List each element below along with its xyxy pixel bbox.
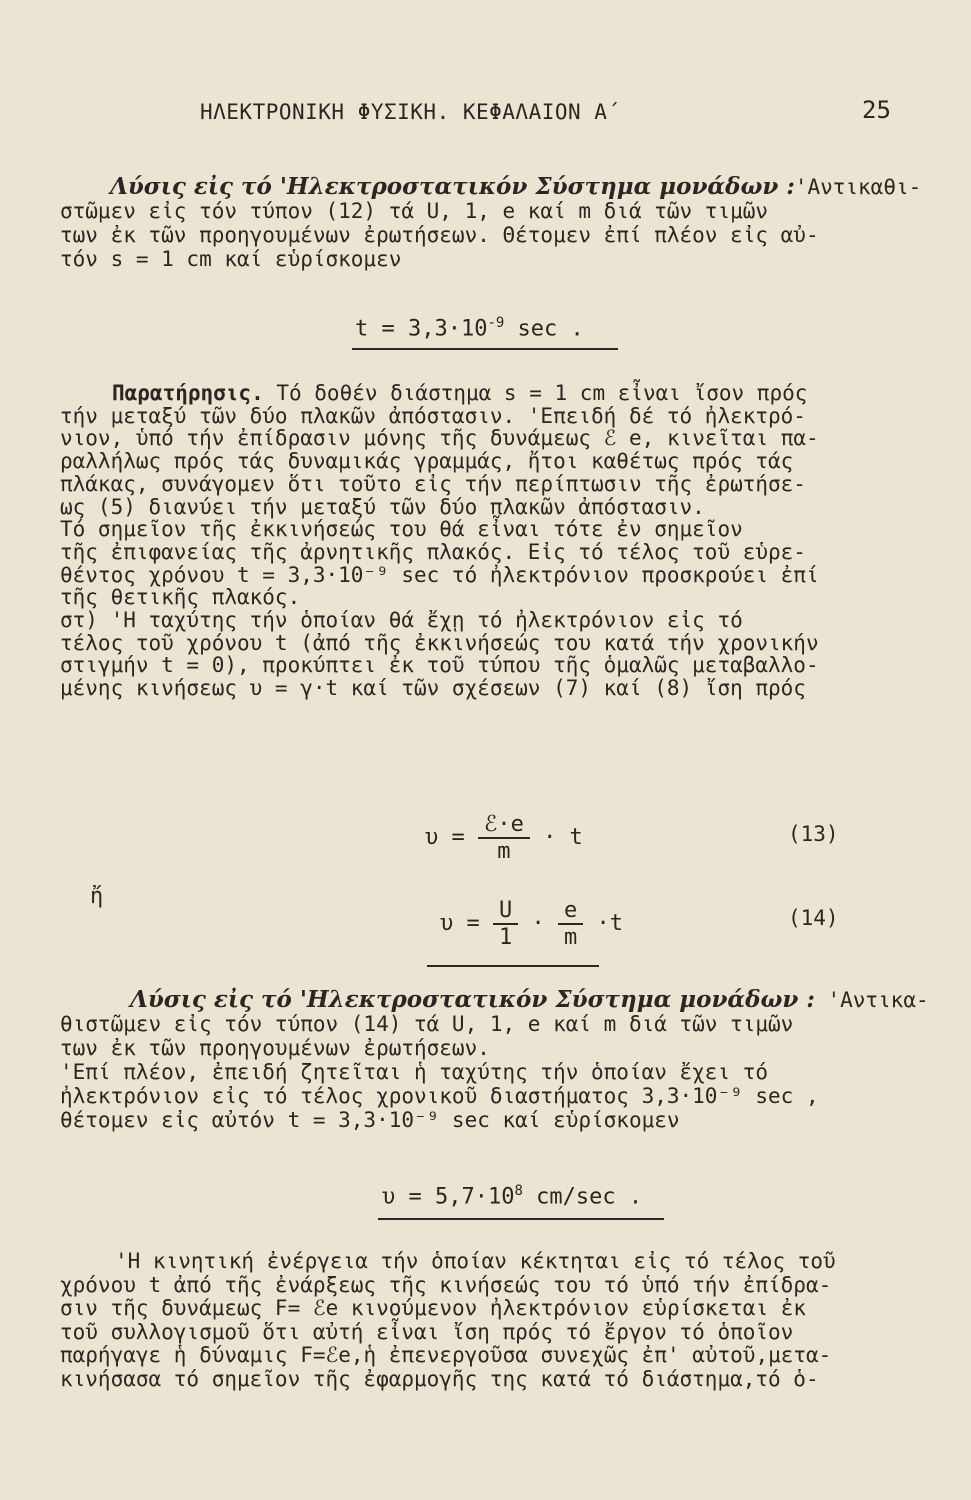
result-equation-1: $t = 3,3\cdot 10^{-9}$ sec . [355,315,584,342]
remark-paragraph [60,382,930,700]
line: στ) 'Η ταχύτης τήν ὁποίαν θά ἔχῃ τό ἠλεκτρόνιον εἰς τό [60,608,743,633]
conjunction: ἤ [90,884,104,909]
line: ως (5) διανύει τήν μεταξύ τῶν δύο πλακῶν ἀπόστασιν. [60,494,705,519]
equation-14: υ = $\frac{U}{1}$ · $\frac{e}{m}$ ·t [440,898,623,950]
line: τήν μεταξύ τῶν δύο πλακῶν ἀπόστασιν. 'Επειδή δέ τό ἠλεκτρό- [60,403,806,428]
line: θέντος χρόνου t = 3,3·10⁻⁹ sec τό ἠλεκτρόνιον προσκρούει ἐπί [60,562,819,587]
line: 'Επί πλέον, ἐπειδή ζητεῖται ἡ ταχύτης τήν ὁποίαν ἔχει τό [60,1060,769,1084]
equation-underline-14 [427,965,599,967]
line: θιστῶμεν εἰς τόν τύπον (14) τά U, 1, e καί m διά τῶν τιμῶν [60,1012,794,1036]
energy-paragraph [60,1250,930,1391]
line: ραλλήλως πρός τάς δυναμικάς γραμμάς, ἤτοι καθέτως πρός τάς [60,449,794,474]
line: 'Η κινητική ἐνέργεια τήν ὁποίαν κέκτηται εἰς τό τέλος τοῦ [115,1249,836,1273]
line: παρήγαγε ἡ δύναμις F=ℰe,ἡ ἐπενεργοῦσα συνεχῶς ἐπ' αὐτοῦ,μετα- [60,1343,832,1367]
solution-heading-2: Λύσις εἰς τό 'Ηλεκτροστατικόν Σύστημα μονάδων : [130,986,815,1013]
line: τέλος τοῦ χρόνου t (ἀπό τῆς ἐκκινήσεώς του κατά τήν χρονικήν [60,630,819,655]
line: Τό σημεῖον τῆς ἐκκινήσεώς του θά εἶναι τότε ἐν σημεῖον [60,517,743,542]
equation-number-13: (13) [788,822,839,846]
line: των ἐκ τῶν προηγουμένων ἐρωτήσεων. Θέτομεν ἐπί πλέον εἰς αὐ- [60,223,819,247]
result-equation-2: $\upsilon = 5,7\cdot 10^8$ cm/sec . [382,1183,643,1210]
line: 'Αντικαθι- [794,175,922,199]
line: σιν τῆς δυνάμεως F= ℰe κινούμενον ἠλεκτρόνιον εὑρίσκεται ἐκ [60,1296,807,1320]
line: χρόνου t ἀπό τῆς ἐνάρξεως τῆς κινήσεώς του τό ὑπό τήν ἐπίδρα- [60,1272,832,1297]
line: τῆς ἐπιφανείας τῆς ἀρνητικῆς πλακός. Εἰς τό τέλος τοῦ εὑρε- [60,539,806,564]
line: πλάκας, συνάγομεν ὅτι τοῦτο εἰς τήν περίπτωσιν τῆς ἐρωτήσε- [60,471,806,496]
line: Τό δοθέν διάστημα s = 1 cm εἶναι ἴσον πρός [263,381,808,405]
solution-heading-1: Λύσις εἰς τό 'Ηλεκτροστατικόν Σύστημα μονάδων : [110,173,795,200]
line: στῶμεν εἰς τόν τύπον (12) τά U, 1, e καί m διά τῶν τιμῶν [60,199,769,223]
result-underline-2 [378,1218,664,1220]
line: θέτομεν εἰς αὐτόν t = 3,3·10⁻⁹ sec καί εὑρίσκομεν [60,1108,680,1132]
line: 'Αντικα- [814,988,929,1012]
running-title: ΗΛΕΚΤΡΟΝΙΚΗ ΦΥΣΙΚΗ. ΚΕΦΑΛΑΙΟΝ Α΄ [200,100,621,124]
line: ἠλεκτρόνιον εἰς τό τέλος χρονικοῦ διαστήματος 3,3·10⁻⁹ sec , [60,1084,819,1108]
solution-paragraph-1 [60,175,930,271]
line: των ἐκ τῶν προηγουμένων ἐρωτήσεων. [60,1036,490,1060]
line: τοῦ συλλογισμοῦ ὅτι αὐτή εἶναι ἴση πρός τό ἔργον τό ὁποῖον [60,1319,794,1344]
line: νιον, ὑπό τήν ἐπίδρασιν μόνης τῆς δυνάμεως ℰ e, κινεῖται πα- [60,426,819,451]
line: στιγμήν t = 0), προκύπτει ἐκ τοῦ τύπου τῆς ὁμαλῶς μεταβαλλο- [60,653,819,678]
line: κινήσασα τό σημεῖον τῆς ἐφαρμογῆς της κατά τό διάστημα,τό ὁ- [60,1366,819,1391]
equation-13: υ = $\frac{\text{ℰ·e}}{m}$ · t [425,812,583,864]
line: μένης κινήσεως υ = γ·t καί τῶν σχέσεων (7) καί (8) ἴση πρός [60,676,806,701]
page-number: 25 [862,96,891,124]
result-underline-1 [352,348,618,350]
line: τόν s = 1 cm καί εὑρίσκομεν [60,247,402,271]
remark-heading: Παρατήρησις. [112,381,264,405]
line: τῆς θετικῆς πλακός. [60,585,301,610]
solution-paragraph-2 [60,988,930,1132]
equation-number-14: (14) [788,906,839,930]
